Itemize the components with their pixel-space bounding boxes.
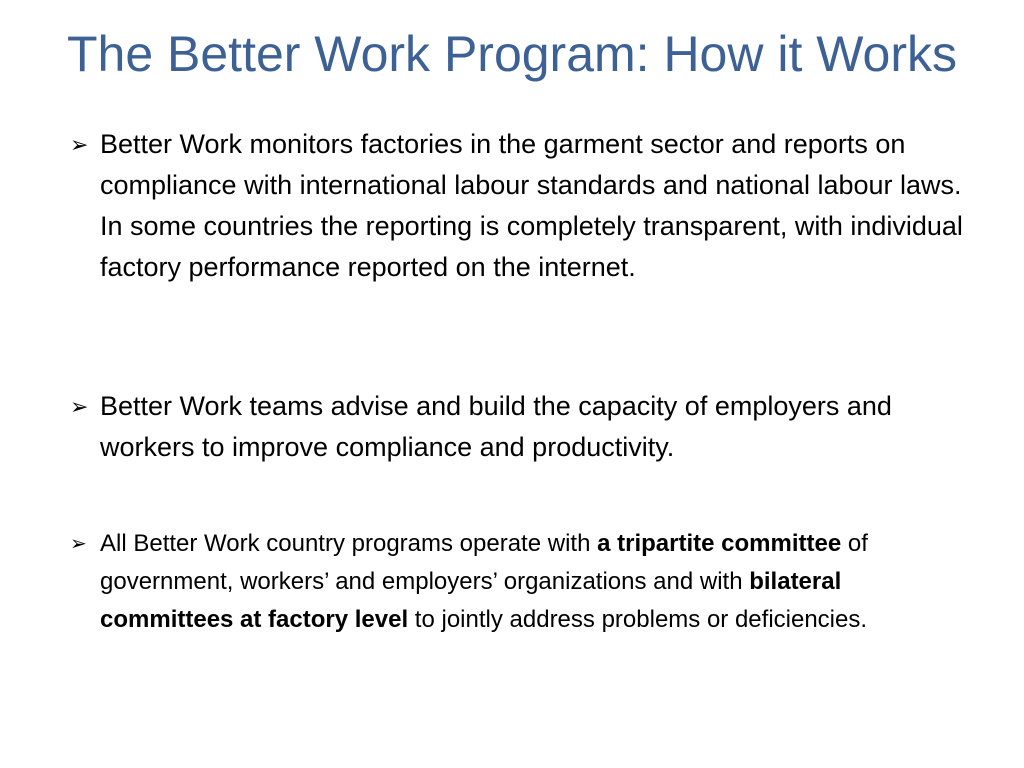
bullet-text-part: All Better Work country programs operate with xyxy=(100,530,598,557)
arrow-bullet-icon: ➢ xyxy=(70,533,87,555)
slide-title: The Better Work Program: How it Works xyxy=(66,26,958,82)
bullet-text: Better Work teams advise and build the capacity of employers and workers to improve compliance and productivity. xyxy=(100,391,892,462)
arrow-bullet-icon: ➢ xyxy=(70,394,89,419)
bullet-text-part: to jointly address problems or deficiencies. xyxy=(408,606,868,633)
arrow-bullet-icon: ➢ xyxy=(70,132,89,157)
bold-phrase-tripartite: a tripartite committee xyxy=(597,530,842,557)
bullet-text-part: of government, workers’ and employers’ organizations and with xyxy=(100,530,868,595)
bullet-text: Better Work monitors factories in the garment sector and reports on compliance with international labour standards and national labour laws. In some countries the reporting is completely transparent, with individual factory performance reported on the internet. xyxy=(100,129,963,282)
bullet-text xyxy=(100,525,980,639)
bold-phrase-bilateral: bilateral committees at factory level xyxy=(100,568,842,633)
